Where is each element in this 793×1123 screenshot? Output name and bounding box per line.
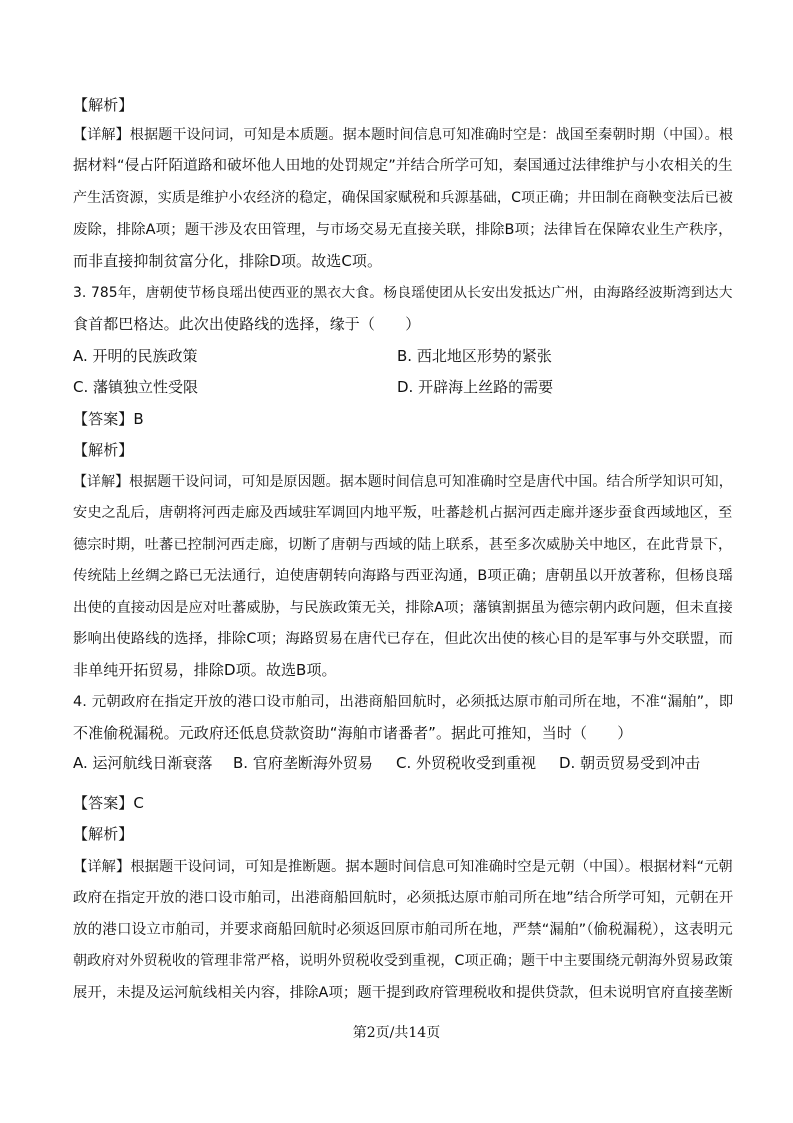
question-stem: 4. 元朝政府在指定开放的港口设市舶司，出港商船回航时，必须抵达原市舶司所在地，不准“漏舶”，即: [73, 694, 734, 710]
detail-line: 朝政府对外贸税收的管理非常严格，说明外贸税收受到重视，C项正确；题干中主要围绕元朝海外贸易政策: [73, 953, 733, 969]
analysis-heading: 【解析】: [73, 96, 134, 114]
detail-line: 非单纯开拓贸易，排除D项。故选B项。: [73, 661, 337, 679]
question-stem: 食首都巴格达。此次出使路线的选择，缘于（ ）: [73, 315, 421, 333]
detail-line: 展开，未提及运河航线相关内容，排除A项；题干提到政府管理税收和提供贷款，但未说明官府直接垄断: [73, 985, 733, 1001]
answer-line: 【答案】B: [73, 410, 144, 428]
option-a: A. 开明的民族政策: [73, 347, 198, 365]
detail-line: 废除，排除A项；题干涉及农田管理，与市场交易无直接关联，排除B项；法律旨在保障农业生产秩序，: [73, 222, 733, 238]
page-number: 第2页/共14页: [352, 1025, 441, 1041]
detail-line: 据材料“侵占阡陌道路和破坏他人田地的处罚规定”并结合所学可知，秦国通过法律维护与小农相关的生: [73, 157, 733, 174]
option-d: D. 朝贡贸易受到冲击: [559, 754, 701, 772]
answer-line: 【答案】C: [73, 794, 144, 812]
option-c: C. 藩镇独立性受限: [73, 378, 199, 396]
detail-line: 影响出使路线的选择，排除C项；海路贸易在唐代已存在，但此次出使的核心目的是军事与外交联盟，而: [73, 631, 734, 647]
question-stem: 不准偷税漏税。元政府还低息贷款资助“海舶市诸番者”。据此可推知，当时（ ）: [73, 724, 633, 742]
detail-line: 安史之乱后，唐朝将河西走廊及西域驻军调回内地平叛，吐蕃趁机占据河西走廊并逐步蚕食西域地区，至: [73, 505, 733, 521]
option-a: A. 运河航线日渐衰落: [73, 754, 213, 772]
option-b: B. 官府垄断海外贸易: [233, 754, 373, 772]
detail-line: 政府在指定开放的港口设市舶司，出港商船回航时，必须抵达原市舶司所在地”结合所学可知，元朝在开: [73, 890, 734, 906]
option-c: C. 外贸税收受到重视: [396, 754, 537, 772]
detail-line: 传统陆上丝绸之路已无法通行，迫使唐朝转向海路与西亚沟通，B项正确；唐朝虽以开放著称，但杨良瑶: [73, 568, 733, 584]
analysis-heading: 【解析】: [73, 825, 134, 843]
option-b: B. 西北地区形势的紧张: [397, 347, 552, 365]
detail-line: 【详解】根据题干设问词，可知是推断题。据本题时间信息可知准确时空是元朝（中国）。根据材料“元朝: [73, 859, 733, 875]
detail-line: 德宗时期，吐蕃已控制河西走廊，切断了唐朝与西域的陆上联系，甚至多次威胁关中地区，在此背景下，: [73, 537, 733, 553]
analysis-heading: 【解析】: [73, 441, 134, 459]
detail-line: 出使的直接动因是应对吐蕃威胁，与民族政策无关，排除A项；藩镇割据虽为德宗朝内政问题，但未直接: [73, 600, 733, 616]
option-d: D. 开辟海上丝路的需要: [397, 378, 554, 396]
detail-line: 【详解】根据题干设问词，可知是原因题。据本题时间信息可知准确时空是唐代中国。结合所学知识可知，: [73, 474, 733, 490]
detail-line: 【详解】根据题干设问词，可知是本质题。据本题时间信息可知准确时空是：战国至秦朝时期（中国）。根: [73, 127, 734, 143]
detail-line: 放的港口设立市舶司，并要求商船回航时必须返回原市舶司所在地，严禁“漏舶”（偷税漏税），这表明元: [73, 921, 733, 938]
question-stem: 3. 785年，唐朝使节杨良瑶出使西亚的黑衣大食。杨良瑶使团从长安出发抵达广州，由海路经波斯湾到达大: [73, 285, 733, 301]
detail-line: 产生活资源，实质是维护小农经济的稳定，确保国家赋税和兵源基础，C项正确；井田制在商鞅变法后已被: [73, 190, 733, 206]
detail-line: 而非直接抑制贫富分化，排除D项。故选C项。: [73, 252, 383, 270]
